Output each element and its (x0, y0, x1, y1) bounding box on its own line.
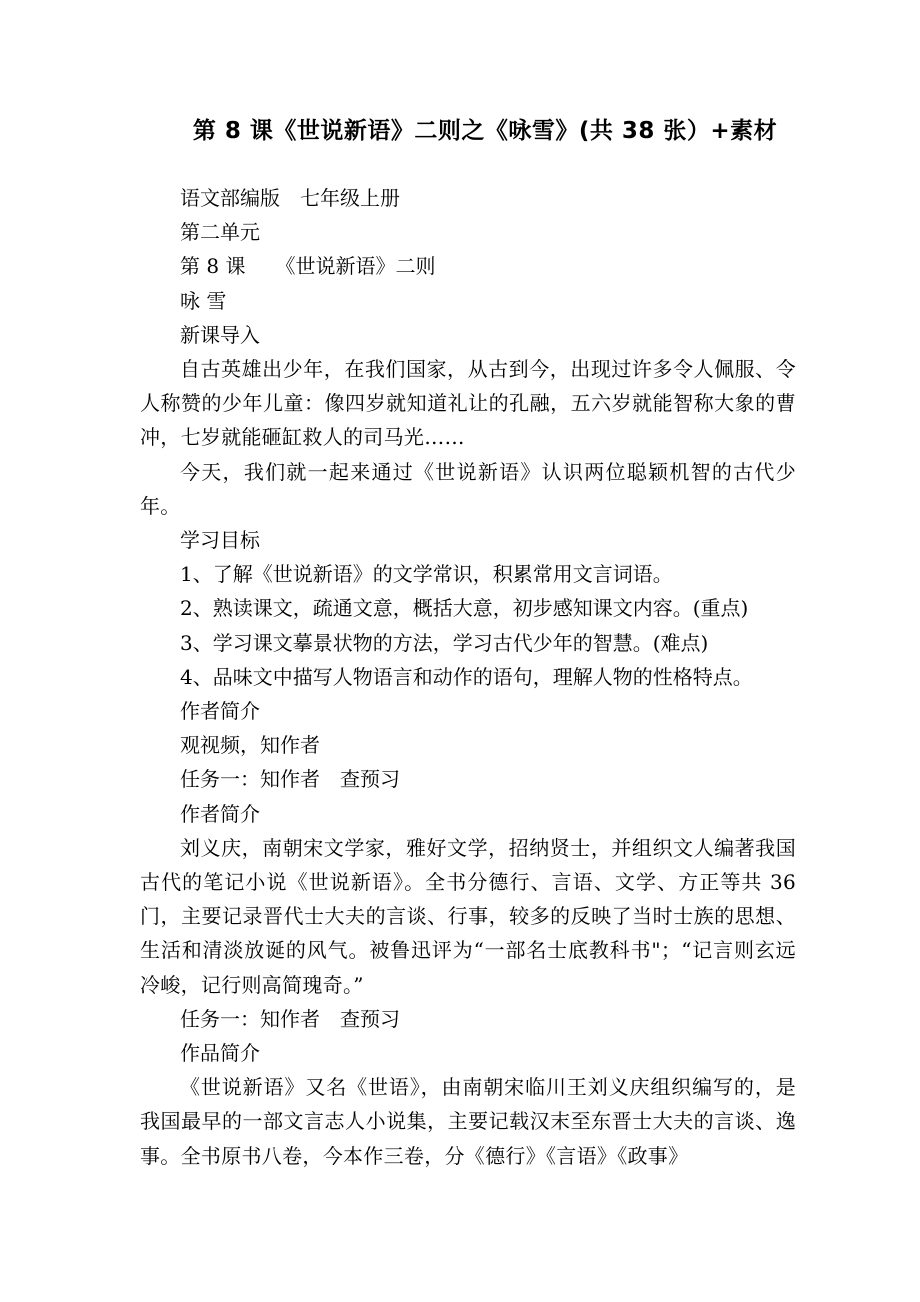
lesson-heading: 第 8 课 《世说新语》二则 (180, 254, 436, 279)
textbook-edition-line: 语文部编版 七年级上册 (180, 186, 400, 210)
intro-paragraph: 自古英雄出少年，在我们国家，从古到今，出现过许多令人佩服、令人称赞的少年儿童：像四岁就知道礼让的孔融，五六岁就能智称大象的曹冲，七岁就能砸缸救人的司马光…… (140, 357, 796, 450)
section-heading-author: 作者简介 (180, 699, 260, 724)
task-heading: 任务一：知作者 查预习 (180, 767, 400, 792)
section-heading-author: 作者简介 (180, 801, 260, 826)
goal-item: 4、品味文中描写人物语言和动作的语句，理解人物的性格特点。 (180, 664, 753, 689)
work-paragraph: 《世说新语》又名《世语》，由南朝宋临川王刘义庆组织编写的，是我国最早的一部文言志人小说集，主要记载汉末至东晋士大夫的言谈、逸事。全书原书八卷，今本作三卷，分《德行》《言语》《政事》 (140, 1075, 796, 1168)
goal-item: 1、了解《世说新语》的文学常识，积累常用文言词语。 (180, 562, 673, 587)
document-body (140, 181, 796, 1173)
unit-heading: 第二单元 (180, 220, 260, 245)
intro-paragraph-2: 今天，我们就一起来通过《世说新语》认识两位聪颖机智的古代少年。 (140, 459, 796, 518)
section-heading-goals: 学习目标 (180, 528, 260, 553)
author-paragraph: 刘义庆，南朝宋文学家，雅好文学，招纳贤士，并组织文人编著我国古代的笔记小说《世说新语》。全书分德行、言语、文学、方正等共 36 门，主要记录晋代士大夫的言谈、行事，较多的反映了当时士族的思想、生活和清淡放诞的风气。被鲁迅评为“一部名士底教科书"；“记言则玄远冷峻，记行则高简瑰奇。” (140, 835, 796, 997)
task-heading: 任务一：知作者 查预习 (180, 1006, 400, 1031)
section-heading-work: 作品简介 (180, 1041, 260, 1066)
goal-item: 3、学习课文摹景状物的方法，学习古代少年的智慧。(难点) (180, 630, 709, 655)
text-title: 咏 雪 (180, 288, 227, 313)
video-prompt: 观视频，知作者 (180, 733, 320, 758)
goal-item: 2、熟读课文，疏通文意，概括大意，初步感知课文内容。(重点) (180, 596, 749, 621)
document-title: 第 8 课《世说新语》二则之《咏雪》(共 38 张）+素材 (192, 118, 778, 144)
section-heading-intro: 新课导入 (180, 322, 260, 347)
